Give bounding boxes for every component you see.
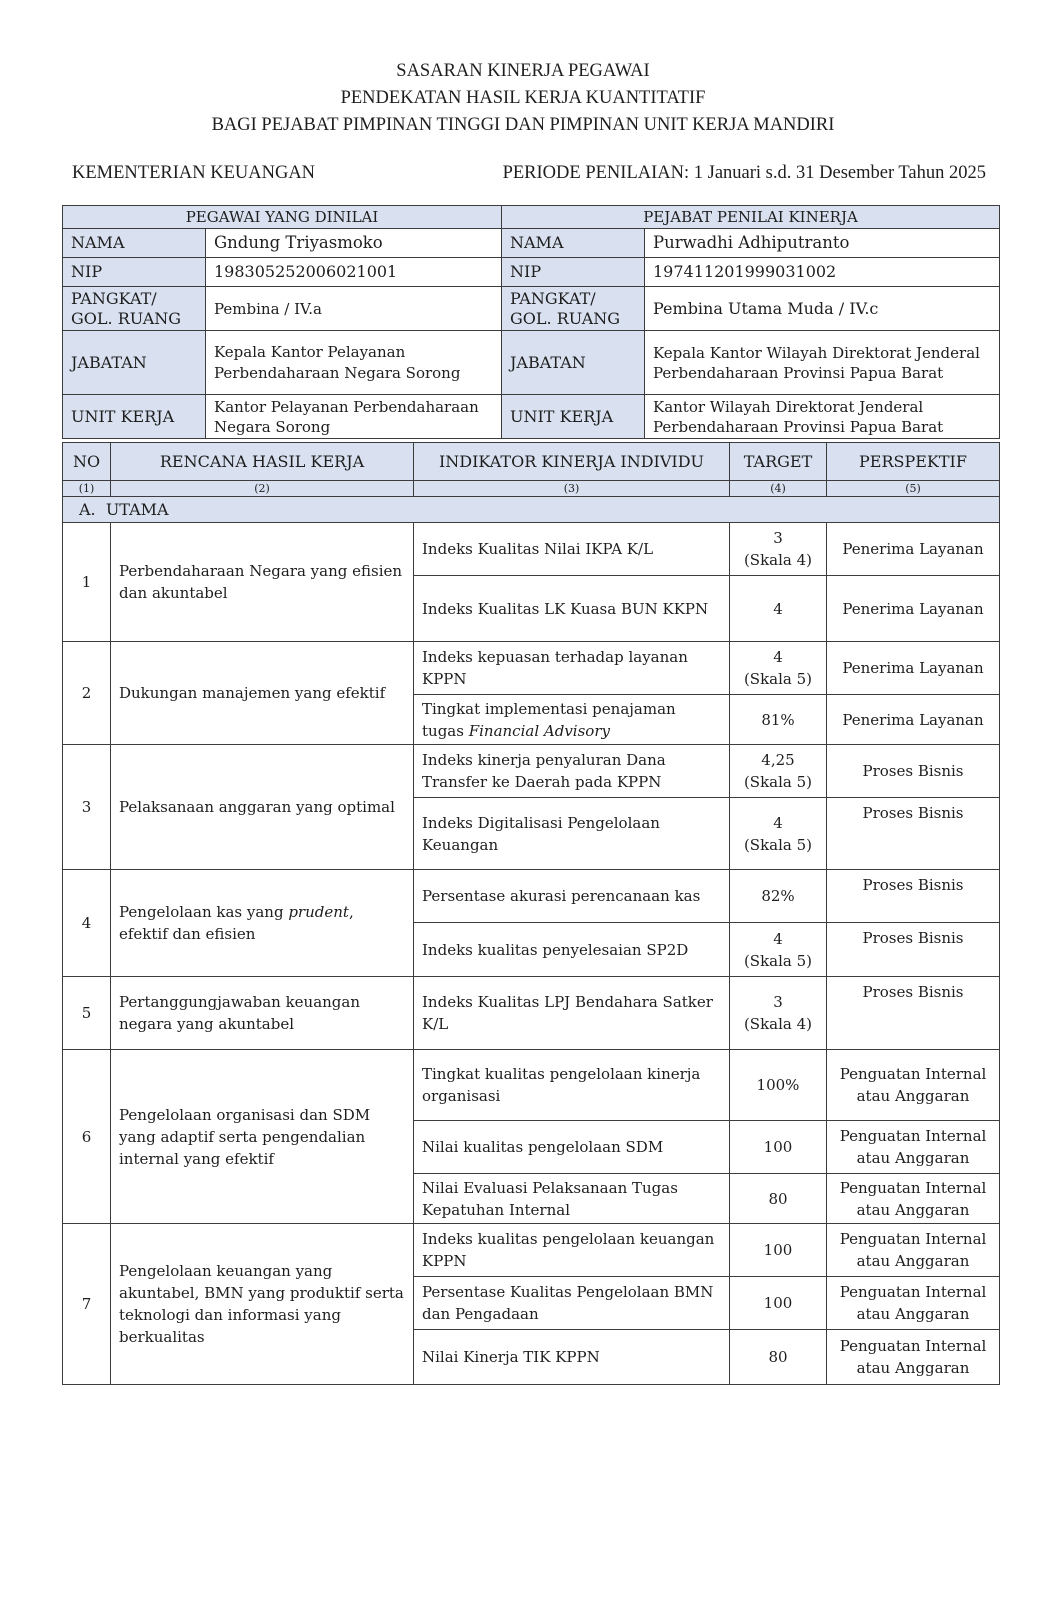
pegawai-jabatan: Kepala Kantor Pelayanan Perbendaharaan Negara Sorong	[206, 331, 502, 395]
pejabat-nama-label: NAMA	[502, 229, 645, 258]
col-number-3: (3)	[414, 481, 730, 497]
pegawai-nama: Gndung Triyasmoko	[206, 229, 502, 258]
row-target	[730, 523, 827, 576]
pegawai-pangkat-label	[63, 287, 206, 331]
row-perspektif: Proses Bisnis	[827, 923, 1000, 977]
row-perspektif: Penerima Layanan	[827, 642, 1000, 695]
identity-header-row	[63, 206, 1000, 229]
row-target: 100%	[730, 1050, 827, 1121]
row-perspektif: Proses Bisnis	[827, 798, 1000, 870]
section-utama: A. UTAMA	[63, 497, 1000, 523]
table-row	[63, 1050, 1000, 1121]
col-number-5: (5)	[827, 481, 1000, 497]
row-perspektif: Proses Bisnis	[827, 745, 1000, 798]
pegawai-pangkat: Pembina / IV.a	[206, 287, 502, 331]
column-header-row	[63, 443, 1000, 481]
document-title	[0, 58, 1046, 139]
pegawai-nama-label: NAMA	[63, 229, 206, 258]
target-value: 4	[773, 929, 783, 948]
pangkat-row	[63, 287, 1000, 331]
pangkat-label-line-1: PANGKAT/	[71, 288, 157, 308]
target-scale: (Skala 5)	[743, 835, 813, 854]
periode-label: PERIODE PENILAIAN: 1 Januari s.d. 31 Desember Tahun 2025	[502, 163, 986, 183]
row-target: 100	[730, 1121, 827, 1174]
title-line-2: PENDEKATAN HASIL KERJA KUANTITATIF	[340, 88, 706, 108]
row-indikator: Indeks kepuasan terhadap layanan KPPN	[414, 642, 730, 695]
row-perspektif: Penguatan Internal atau Anggaran	[827, 1277, 1000, 1330]
rencana-text: , efektif dan efisien	[119, 903, 354, 943]
row-indikator: Nilai Kinerja TIK KPPN	[414, 1330, 730, 1385]
row-no: 5	[63, 977, 111, 1050]
row-no: 1	[63, 523, 111, 642]
row-perspektif: Penguatan Internal atau Anggaran	[827, 1330, 1000, 1385]
row-indikator: Indeks Kualitas LPJ Bendahara Satker K/L	[414, 977, 730, 1050]
row-perspektif: Penguatan Internal atau Anggaran	[827, 1174, 1000, 1224]
col-indikator-header: INDIKATOR KINERJA INDIVIDU	[414, 443, 730, 481]
rencana-text: Pengelolaan kas yang	[119, 903, 289, 921]
row-indikator: Indeks Kualitas LK Kuasa BUN KKPN	[414, 576, 730, 642]
pangkat-label-line-2: GOL. RUANG	[510, 308, 621, 328]
row-target	[730, 642, 827, 695]
row-perspektif: Proses Bisnis	[827, 977, 1000, 1050]
pejabat-jabatan: Kepala Kantor Wilayah Direktorat Jenderal Perbendaharaan Provinsi Papua Barat	[645, 331, 1000, 395]
target-scale: (Skala 4)	[743, 1015, 813, 1033]
row-indikator: Persentase akurasi perencanaan kas	[414, 870, 730, 923]
kinerja-table	[62, 442, 1000, 1385]
nip-row	[63, 258, 1000, 287]
col-number-1: (1)	[63, 481, 111, 497]
row-target	[730, 977, 827, 1050]
col-perspektif-header: PERSPEKTIF	[827, 443, 1000, 481]
row-rencana: Dukungan manajemen yang efektif	[111, 642, 414, 745]
row-indikator	[414, 695, 730, 745]
row-indikator: Persentase Kualitas Pengelolaan BMN dan Pengadaan	[414, 1277, 730, 1330]
col-no-header: NO	[63, 443, 111, 481]
row-indikator: Indeks kinerja penyaluran Dana Transfer ke Daerah pada KPPN	[414, 745, 730, 798]
row-perspektif: Penerima Layanan	[827, 695, 1000, 745]
row-target	[730, 745, 827, 798]
row-indikator: Indeks kualitas pengelolaan keuangan KPPN	[414, 1224, 730, 1277]
pejabat-nip: 197411201999031002	[645, 258, 1000, 287]
row-perspektif: Penerima Layanan	[827, 523, 1000, 576]
pejabat-jabatan-label: JABATAN	[502, 331, 645, 395]
target-value: 3	[773, 993, 783, 1011]
instansi-label: KEMENTERIAN KEUANGAN	[72, 163, 316, 183]
pejabat-unit: Kantor Wilayah Direktorat Jenderal Perbendaharaan Provinsi Papua Barat	[645, 395, 1000, 439]
table-row	[63, 745, 1000, 798]
row-target: 100	[730, 1224, 827, 1277]
row-indikator: Nilai Evaluasi Pelaksanaan Tugas Kepatuhan Internal	[414, 1174, 730, 1224]
pejabat-header: PEJABAT PENILAI KINERJA	[502, 206, 1000, 229]
pegawai-header: PEGAWAI YANG DINILAI	[63, 206, 502, 229]
row-target: 4	[730, 576, 827, 642]
row-perspektif: Proses Bisnis	[827, 870, 1000, 923]
table-row	[63, 642, 1000, 695]
pangkat-label-line-2: GOL. RUANG	[71, 308, 182, 328]
title-line-1: SASARAN KINERJA PEGAWAI	[396, 61, 650, 81]
row-indikator: Nilai kualitas pengelolaan SDM	[414, 1121, 730, 1174]
col-rencana-header: RENCANA HASIL KERJA	[111, 443, 414, 481]
title-line-3: BAGI PEJABAT PIMPINAN TINGGI DAN PIMPINAN UNIT KERJA MANDIRI	[211, 115, 835, 135]
pejabat-pangkat: Pembina Utama Muda / IV.c	[645, 287, 1000, 331]
row-no: 2	[63, 642, 111, 745]
pejabat-unit-label: UNIT KERJA	[502, 395, 645, 439]
table-row	[63, 523, 1000, 576]
pegawai-nip: 198305252006021001	[206, 258, 502, 287]
pegawai-jabatan-label: JABATAN	[63, 331, 206, 395]
target-scale: (Skala 4)	[743, 551, 813, 569]
target-scale: (Skala 5)	[743, 951, 813, 970]
row-rencana: Perbendaharaan Negara yang efisien dan akuntabel	[111, 523, 414, 642]
jabatan-row	[63, 331, 1000, 395]
pejabat-pangkat-label	[502, 287, 645, 331]
nama-row	[63, 229, 1000, 258]
row-no: 4	[63, 870, 111, 977]
target-scale: (Skala 5)	[743, 773, 813, 791]
row-perspektif: Penguatan Internal atau Anggaran	[827, 1224, 1000, 1277]
row-target: 81%	[730, 695, 827, 745]
row-rencana	[111, 870, 414, 977]
table-row	[63, 977, 1000, 1050]
pegawai-unit-label: UNIT KERJA	[63, 395, 206, 439]
pejabat-nip-label: NIP	[502, 258, 645, 287]
table-row	[63, 1224, 1000, 1277]
row-perspektif: Penerima Layanan	[827, 576, 1000, 642]
target-value: 4	[773, 648, 783, 666]
row-target: 100	[730, 1277, 827, 1330]
row-no: 3	[63, 745, 111, 870]
target-value: 4	[773, 813, 783, 832]
row-target	[730, 923, 827, 977]
pegawai-nip-label: NIP	[63, 258, 206, 287]
row-rencana: Pelaksanaan anggaran yang optimal	[111, 745, 414, 870]
pegawai-unit: Kantor Pelayanan Perbendaharaan Negara Sorong	[206, 395, 502, 439]
section-row	[63, 497, 1000, 523]
row-indikator: Indeks Digitalisasi Pengelolaan Keuangan	[414, 798, 730, 870]
target-scale: (Skala 5)	[743, 670, 813, 688]
target-value: 4,25	[761, 751, 795, 769]
indikator-text: Tingkat implementasi penajaman tugas	[422, 699, 676, 740]
identity-table	[62, 205, 1000, 439]
row-rencana: Pengelolaan organisasi dan SDM yang adaptif serta pengendalian internal yang efektif	[111, 1050, 414, 1224]
rencana-italic-text: prudent	[288, 903, 349, 921]
row-target: 80	[730, 1330, 827, 1385]
row-rencana: Pertanggungjawaban keuangan negara yang akuntabel	[111, 977, 414, 1050]
row-no: 7	[63, 1224, 111, 1385]
row-rencana: Pengelolaan keuangan yang akuntabel, BMN yang produktif serta teknologi dan informasi yang berkualitas	[111, 1224, 414, 1385]
pangkat-label-line-1: PANGKAT/	[510, 288, 596, 308]
row-perspektif: Penguatan Internal atau Anggaran	[827, 1121, 1000, 1174]
pejabat-nama: Purwadhi Adhiputranto	[645, 229, 1000, 258]
col-target-header: TARGET	[730, 443, 827, 481]
row-indikator: Indeks kualitas penyelesaian SP2D	[414, 923, 730, 977]
col-number-2: (2)	[111, 481, 414, 497]
row-target: 80	[730, 1174, 827, 1224]
table-row	[63, 870, 1000, 923]
row-target	[730, 798, 827, 870]
row-indikator: Tingkat kualitas pengelolaan kinerja organisasi	[414, 1050, 730, 1121]
row-no: 6	[63, 1050, 111, 1224]
row-indikator: Indeks Kualitas Nilai IKPA K/L	[414, 523, 730, 576]
row-perspektif: Penguatan Internal atau Anggaran	[827, 1050, 1000, 1121]
row-target: 82%	[730, 870, 827, 923]
column-number-row	[63, 481, 1000, 497]
target-value: 3	[773, 529, 783, 547]
indikator-italic-text: Financial Advisory	[468, 721, 610, 740]
unit-row	[63, 395, 1000, 439]
col-number-4: (4)	[730, 481, 827, 497]
